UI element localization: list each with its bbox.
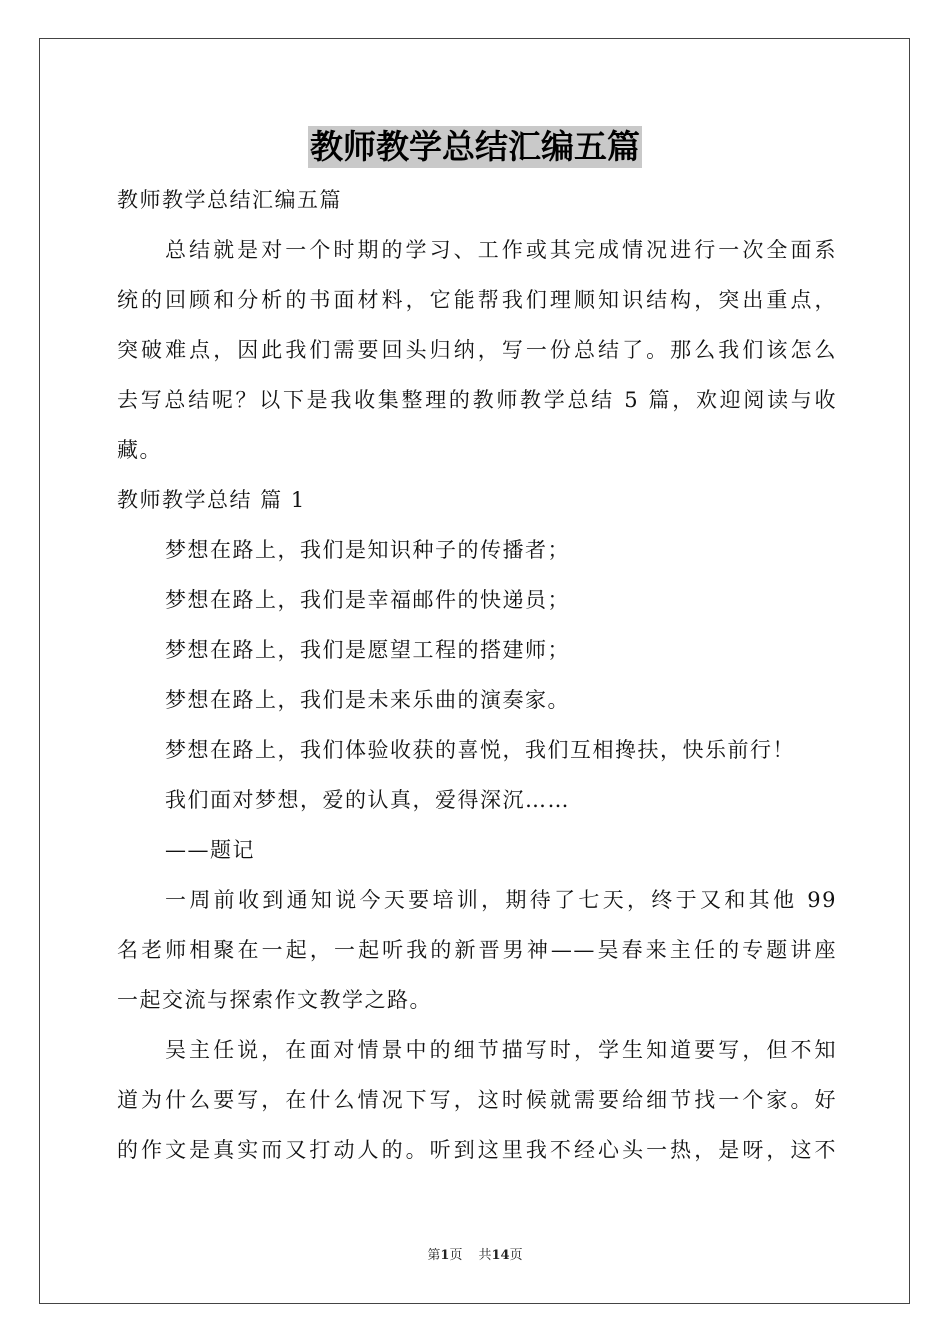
text-line: 突破难点，因此我们需要回头归纳，写一份总结了。那么我们该怎么 <box>117 338 837 362</box>
text-line: ——题记 <box>165 838 255 862</box>
text-line: 名老师相聚在一起，一起听我的新晋男神——吴春来主任的专题讲座 <box>117 938 837 962</box>
text-line: 我们面对梦想，爱的认真，爱得深沉…… <box>165 788 570 812</box>
text-line: 去写总结呢？以下是我收集整理的教师教学总结 5 篇，欢迎阅读与收 <box>117 388 837 412</box>
text-line: 总结就是对一个时期的学习、工作或其完成情况进行一次全面系 <box>165 238 837 262</box>
text-line: 一周前收到通知说今天要培训，期待了七天，终于又和其他 99 <box>165 888 837 912</box>
text-line: 梦想在路上，我们是幸福邮件的快递员； <box>165 588 570 612</box>
text-line: 梦想在路上，我们是愿望工程的搭建师； <box>165 638 570 662</box>
text-line: 的作文是真实而又打动人的。听到这里我不经心头一热，是呀，这不 <box>117 1138 837 1162</box>
total-prefix: 共 <box>478 1248 492 1263</box>
text-line: 教师教学总结汇编五篇 <box>117 188 342 212</box>
text-line: 梦想在路上，我们体验收获的喜悦，我们互相搀扶，快乐前行！ <box>165 738 795 762</box>
text-line: 一起交流与探索作文教学之路。 <box>117 988 432 1012</box>
document-body <box>117 180 837 1180</box>
text-line: 吴主任说，在面对情景中的细节描写时，学生知道要写，但不知 <box>165 1038 837 1062</box>
page-suffix: 页 <box>449 1248 463 1263</box>
text-line: 教师教学总结 篇 1 <box>117 488 306 512</box>
text-line: 梦想在路上，我们是未来乐曲的演奏家。 <box>165 688 570 712</box>
total-suffix: 页 <box>509 1248 523 1263</box>
page-prefix: 第 <box>427 1248 441 1263</box>
page-number: 1 <box>440 1248 450 1263</box>
page-footer <box>0 1244 950 1263</box>
text-line: 藏。 <box>117 438 162 462</box>
text-line: 梦想在路上，我们是知识种子的传播者； <box>165 538 570 562</box>
total-pages: 14 <box>491 1248 510 1263</box>
document-title: 教师教学总结汇编五篇 <box>310 127 640 166</box>
title-wrap <box>0 126 950 168</box>
text-line: 统的回顾和分析的书面材料，它能帮我们理顺知识结构，突出重点， <box>117 288 837 312</box>
text-line: 道为什么要写，在什么情况下写，这时候就需要给细节找一个家。好 <box>117 1088 837 1112</box>
